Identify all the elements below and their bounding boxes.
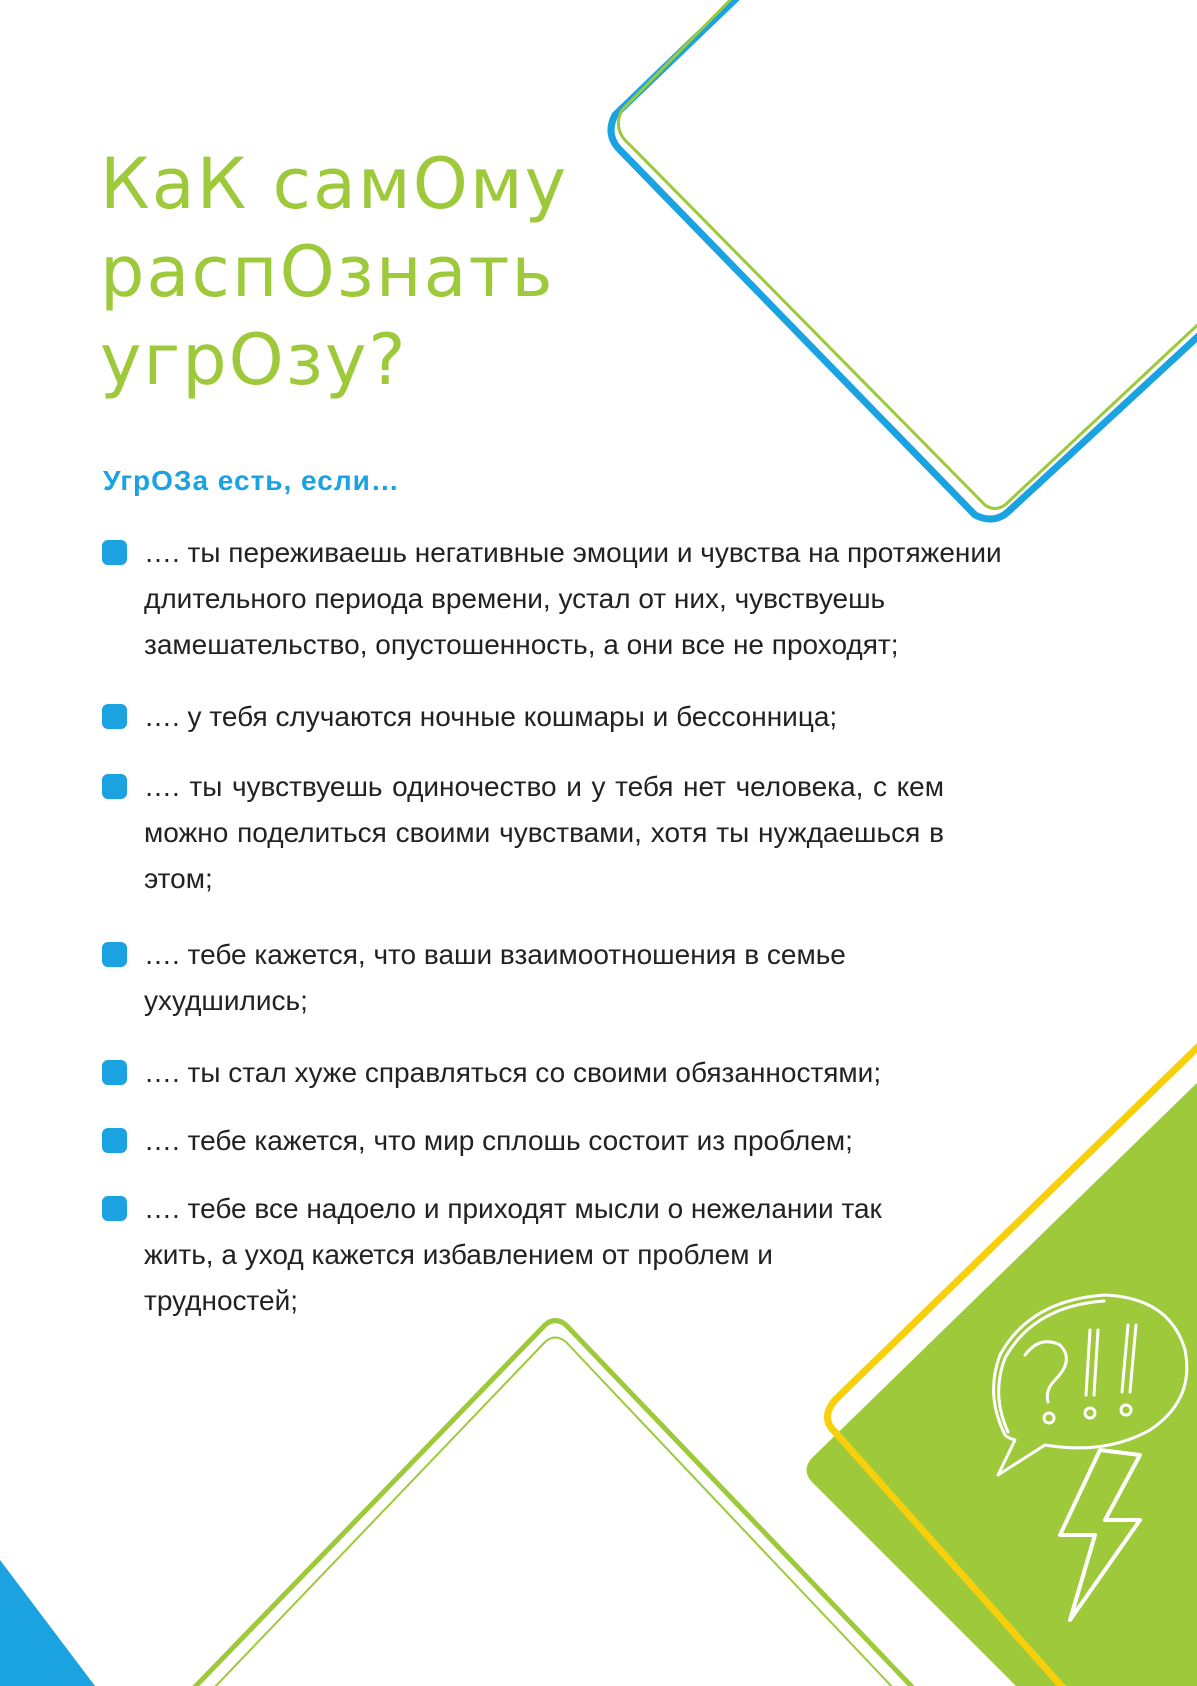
page-title bbox=[100, 140, 568, 404]
list-item bbox=[102, 694, 1102, 740]
bottom-green-outline-triangle bbox=[192, 1321, 915, 1686]
list-item bbox=[102, 1118, 1102, 1164]
list-item-text: …. тебе все надоело и приходят мысли о нежелании так жить, а уход кажется избавлением от проблем и трудностей; bbox=[144, 1193, 882, 1316]
list-item-text: …. ты стал хуже справляться со своими обязанностями; bbox=[144, 1057, 882, 1088]
bullet-icon bbox=[102, 1128, 127, 1153]
bullet-icon bbox=[102, 540, 127, 565]
list-item bbox=[102, 764, 944, 902]
bullet-icon bbox=[102, 774, 127, 799]
bullet-icon bbox=[102, 942, 127, 967]
title-line-1: КаК самОму bbox=[100, 143, 569, 225]
top-diamond-blue-outline bbox=[611, 0, 1197, 519]
list-item-text: …. ты переживаешь негативные эмоции и чувства на протяжении длительного периода времени, устал от них, чувствуешь замешательство, опустошенность, а они все не проходят; bbox=[144, 537, 1002, 660]
top-diamond-green-outline bbox=[618, 0, 1197, 509]
bullet-icon bbox=[102, 1060, 127, 1085]
threat-list bbox=[102, 530, 1102, 1324]
bullet-icon bbox=[102, 704, 127, 729]
list-item-text: …. ты чувствуешь одиночество и у тебя нет человека, с кем можно поделиться своими чувствами, хотя ты нуждаешься в этом; bbox=[144, 771, 944, 894]
title-line-3: угрОзу? bbox=[100, 319, 408, 401]
list-item-text: …. тебе кажется, что ваши взаимоотношения в семье ухудшились; bbox=[144, 939, 846, 1016]
list-item-text: …. тебе кажется, что мир сплошь состоит из проблем; bbox=[144, 1125, 853, 1156]
bullet-icon bbox=[102, 1196, 127, 1221]
list-item bbox=[102, 932, 1004, 1024]
list-item bbox=[102, 530, 1102, 668]
list-item bbox=[102, 1186, 944, 1324]
list-item bbox=[102, 1050, 1102, 1096]
corner-blue-triangle bbox=[0, 1560, 95, 1686]
title-line-2: распОзнать bbox=[100, 231, 555, 313]
list-item-text: …. у тебя случаются ночные кошмары и бессонница; bbox=[144, 701, 838, 732]
bottom-green-outline-triangle-thin bbox=[212, 1338, 895, 1686]
threat-subtitle: УгрОЗа есть, если… bbox=[103, 465, 400, 496]
